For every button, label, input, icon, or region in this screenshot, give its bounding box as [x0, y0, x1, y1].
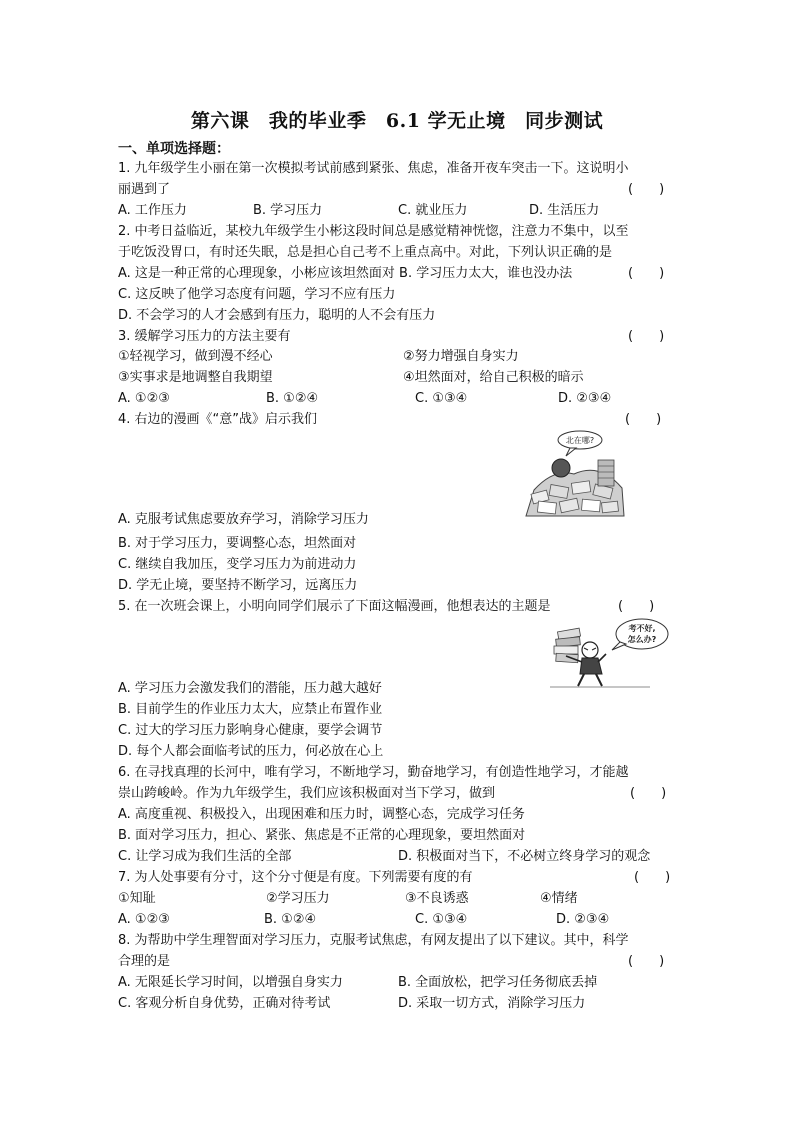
q3-option-c: C. ①③④	[415, 391, 468, 406]
q3-option-a: A. ①②③	[118, 391, 170, 406]
q1-option-b: B. 学习压力	[253, 203, 323, 218]
q6-option-d: D. 积极面对当下，不必树立终身学习的观念	[398, 849, 651, 864]
q7-option-a: A. ①②③	[118, 912, 170, 927]
q7-item-1: ①知耻	[118, 891, 156, 906]
q8-answer-blank: ( )	[628, 954, 665, 969]
q6-stem-line-2: 崇山跨峻岭。作为九年级学生，我们应该积极面对当下学习，做到	[118, 786, 496, 801]
q5-stem: 5. 在一次班会课上，小明向同学们展示了下面这幅漫画，他想表达的主题是	[118, 599, 551, 614]
q3-stem: 3. 缓解学习压力的方法主要有	[118, 329, 291, 344]
q5-option-a: A. 学习压力会激发我们的潜能，压力越大越好	[118, 681, 382, 696]
q7-option-c: C. ①③④	[415, 912, 468, 927]
q5-option-b: B. 目前学生的作业压力太大，应禁止布置作业	[118, 702, 383, 717]
q2-stem-line-1: 2. 中考日益临近，某校九年级学生小彬这段时间总是感觉精神恍惚，注意力不集中，以至	[118, 224, 629, 239]
q3-item-3: ③实事求是地调整自我期望	[118, 370, 273, 385]
q6-stem-line-1: 6. 在寻找真理的长河中，唯有学习，不断地学习，勤奋地学习，有创造性地学习，才能越	[118, 765, 629, 780]
q7-option-b: B. ①②④	[264, 912, 317, 927]
q7-item-2: ②学习压力	[266, 891, 330, 906]
q2-stem-line-2: 于吃饭没胃口，有时还失眠，总是担心自己考不上重点高中。对此，下列认识正确的是	[118, 245, 613, 260]
q6-option-c: C. 让学习成为我们生活的全部	[118, 849, 292, 864]
q8-stem-line-2: 合理的是	[118, 954, 171, 969]
q1-option-c: C. 就业压力	[398, 203, 468, 218]
q2-option-c: C. 这反映了他学习态度有问题，学习不应有压力	[118, 287, 396, 302]
q1-option-d: D. 生活压力	[529, 203, 600, 218]
q7-stem: 7. 为人处事要有分寸，这个分寸便是有度。下列需要有度的有	[118, 870, 473, 885]
q6-option-a: A. 高度重视、积极投入，出现困难和压力时，调整心态，完成学习任务	[118, 807, 525, 822]
q8-stem-line-1: 8. 为帮助中学生理智面对学习压力，克服考试焦虑，有网友提出了以下建议。其中，科学	[118, 933, 629, 948]
q3-item-4: ④坦然面对，给自己积极的暗示	[403, 370, 584, 385]
q4-stem: 4. 右边的漫画《“意”战》启示我们	[118, 412, 318, 427]
q1-stem-line-1: 1. 九年级学生小丽在第一次模拟考试前感到紧张、焦虑，准备开夜车突击一下。这说明小	[118, 161, 629, 176]
comic-student-stress-illustration	[540, 616, 672, 690]
q7-item-4: ④情绪	[540, 891, 578, 906]
q1-answer-blank: ( )	[628, 182, 665, 197]
q8-option-d: D. 采取一切方式，消除学习压力	[398, 996, 586, 1011]
q4-answer-blank: ( )	[625, 412, 662, 427]
q8-option-a: A. 无限延长学习时间，以增强自身实力	[118, 975, 343, 990]
q4-option-b: B. 对于学习压力，要调整心态，坦然面对	[118, 536, 357, 551]
q7-item-3: ③不良诱惑	[405, 891, 469, 906]
q2-answer-blank: ( )	[628, 266, 665, 281]
q6-option-b: B. 面对学习压力，担心、紧张、焦虑是不正常的心理现象，要坦然面对	[118, 828, 526, 843]
q2-option-d: D. 不会学习的人才会感到有压力，聪明的人不会有压力	[118, 308, 436, 323]
q3-item-1: ①轻视学习，做到漫不经心	[118, 349, 273, 364]
q4-option-a: A. 克服考试焦虑要放弃学习，消除学习压力	[118, 512, 369, 527]
q5-option-d: D. 每个人都会面临考试的压力，何必放在心上	[118, 744, 384, 759]
q3-answer-blank: ( )	[628, 329, 665, 344]
comic-exam-worry	[540, 616, 672, 690]
comic-bubble-text-line-2: 怎么办?	[627, 635, 657, 644]
q1-stem-line-2: 丽遇到了	[118, 182, 171, 197]
q4-option-d: D. 学无止境，要坚持不断学习，远离压力	[118, 578, 358, 593]
comic-exam-war	[514, 430, 634, 522]
comic-bubble-text-line-1: 考不好,	[628, 624, 656, 633]
q3-item-2: ②努力增强自身实力	[403, 349, 519, 364]
q3-option-d: D. ②③④	[558, 391, 612, 406]
q7-option-d: D. ②③④	[556, 912, 610, 927]
section-heading: 一、单项选择题：	[118, 141, 230, 157]
q5-option-c: C. 过大的学习压力影响身心健康，要学会调节	[118, 723, 383, 738]
q1-option-a: A. 工作压力	[118, 203, 187, 218]
q8-option-b: B. 全面放松，把学习任务彻底丢掉	[398, 975, 598, 990]
q7-answer-blank: ( )	[634, 870, 671, 885]
q4-option-c: C. 继续自我加压，变学习压力为前进动力	[118, 557, 357, 572]
comic-books-pile-illustration	[514, 430, 634, 522]
q3-option-b: B. ①②④	[266, 391, 319, 406]
q2-option-ab: A. 这是一种正常的心理现象，小彬应该坦然面对 B. 学习压力太大，谁也没办法	[118, 266, 573, 281]
q8-option-c: C. 客观分析自身优势，正确对待考试	[118, 996, 331, 1011]
comic-bubble-text: 北在哪?	[565, 436, 595, 445]
page-title: 第六课 我的毕业季 6.1 学无止境 同步测试	[190, 110, 604, 132]
q5-answer-blank: ( )	[618, 599, 655, 614]
q6-answer-blank: ( )	[630, 786, 667, 801]
